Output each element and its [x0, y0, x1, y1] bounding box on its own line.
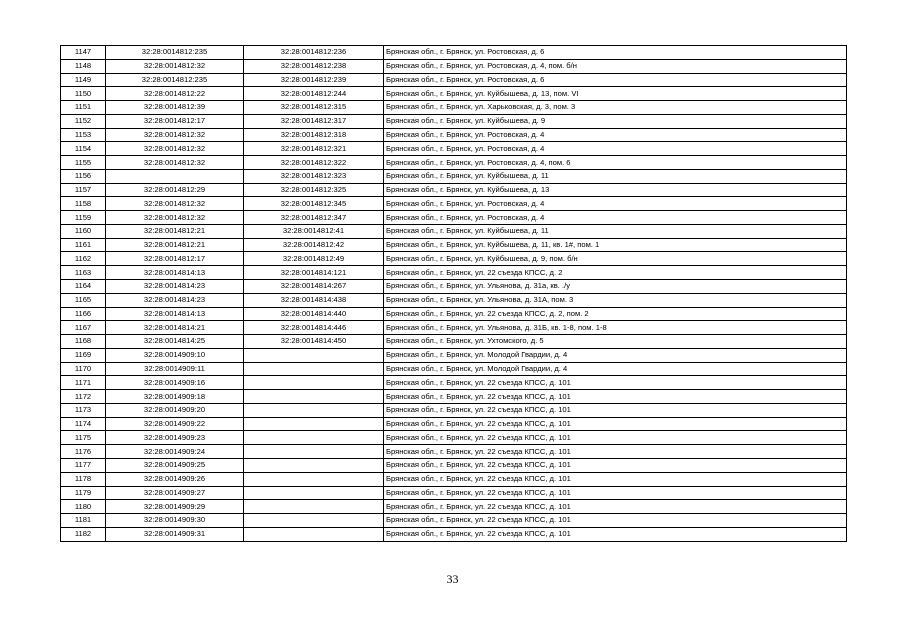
address-cell: Брянская обл., г. Брянск, ул. 22 съезда КПСС, д. 101 [384, 486, 847, 500]
table-body [61, 46, 847, 542]
object-cadastral-number-cell [244, 445, 384, 459]
row-number-cell: 1179 [61, 486, 106, 500]
row-number-cell: 1150 [61, 87, 106, 101]
table-row [61, 390, 847, 404]
table-row [61, 403, 847, 417]
cadastral-number-cell: 32:28:0014814:13 [106, 307, 244, 321]
table-row [61, 87, 847, 101]
cadastral-number-cell: 32:28:0014814:23 [106, 293, 244, 307]
address-cell: Брянская обл., г. Брянск, ул. Куйбышева, д. 13 [384, 183, 847, 197]
object-cadastral-number-cell: 32:28:0014812:41 [244, 224, 384, 238]
object-cadastral-number-cell: 32:28:0014814:446 [244, 321, 384, 335]
row-number-cell: 1170 [61, 362, 106, 376]
table-row [61, 183, 847, 197]
cadastral-number-cell: 32:28:0014812:32 [106, 197, 244, 211]
table-row [61, 266, 847, 280]
row-number-cell: 1180 [61, 500, 106, 514]
address-cell: Брянская обл., г. Брянск, ул. Куйбышева, д. 11 [384, 224, 847, 238]
row-number-cell: 1164 [61, 280, 106, 294]
row-number-cell: 1178 [61, 472, 106, 486]
address-cell: Брянская обл., г. Брянск, ул. Ростовская, д. 4, пом. 6 [384, 156, 847, 170]
table-row [61, 73, 847, 87]
object-cadastral-number-cell: 32:28:0014812:317 [244, 114, 384, 128]
object-cadastral-number-cell: 32:28:0014812:345 [244, 197, 384, 211]
table-row [61, 101, 847, 115]
table-row [61, 445, 847, 459]
address-cell: Брянская обл., г. Брянск, ул. Молодой Гвардии, д. 4 [384, 348, 847, 362]
object-cadastral-number-cell [244, 458, 384, 472]
row-number-cell: 1182 [61, 527, 106, 541]
cadastral-number-cell: 32:28:0014812:29 [106, 183, 244, 197]
object-cadastral-number-cell: 32:28:0014812:318 [244, 128, 384, 142]
address-cell: Брянская обл., г. Брянск, ул. 22 съезда КПСС, д. 101 [384, 417, 847, 431]
cadastral-number-cell: 32:28:0014812:32 [106, 128, 244, 142]
address-cell: Брянская обл., г. Брянск, ул. Ухтомского, д. 5 [384, 335, 847, 349]
address-cell: Брянская обл., г. Брянск, ул. Куйбышева, д. 13, пом. VI [384, 87, 847, 101]
object-cadastral-number-cell [244, 514, 384, 528]
row-number-cell: 1176 [61, 445, 106, 459]
object-cadastral-number-cell: 32:28:0014814:450 [244, 335, 384, 349]
address-cell: Брянская обл., г. Брянск, ул. Харьковская, д. 3, пом. 3 [384, 101, 847, 115]
cadastral-number-cell: 32:28:0014812:17 [106, 252, 244, 266]
object-cadastral-number-cell: 32:28:0014812:347 [244, 211, 384, 225]
table-row [61, 527, 847, 541]
cadastral-number-cell: 32:28:0014814:25 [106, 335, 244, 349]
address-cell: Брянская обл., г. Брянск, ул. 22 съезда КПСС, д. 2 [384, 266, 847, 280]
address-cell: Брянская обл., г. Брянск, ул. Ростовская, д. 4 [384, 211, 847, 225]
cadastral-number-cell: 32:28:0014909:27 [106, 486, 244, 500]
cadastral-number-cell: 32:28:0014909:26 [106, 472, 244, 486]
table-row [61, 224, 847, 238]
cadastral-number-cell: 32:28:0014812:39 [106, 101, 244, 115]
table-row [61, 376, 847, 390]
table-row [61, 307, 847, 321]
row-number-cell: 1172 [61, 390, 106, 404]
address-cell: Брянская обл., г. Брянск, ул. Ростовская, д. 4, пом. б/н [384, 59, 847, 73]
table-row [61, 59, 847, 73]
address-cell: Брянская обл., г. Брянск, ул. Ульянова, д. 31А, пом. 3 [384, 293, 847, 307]
object-cadastral-number-cell: 32:28:0014812:322 [244, 156, 384, 170]
address-cell: Брянская обл., г. Брянск, ул. 22 съезда КПСС, д. 101 [384, 527, 847, 541]
row-number-cell: 1156 [61, 169, 106, 183]
object-cadastral-number-cell [244, 390, 384, 404]
row-number-cell: 1148 [61, 59, 106, 73]
object-cadastral-number-cell: 32:28:0014814:121 [244, 266, 384, 280]
address-cell: Брянская обл., г. Брянск, ул. 22 съезда КПСС, д. 101 [384, 500, 847, 514]
cadastral-number-cell: 32:28:0014812:21 [106, 238, 244, 252]
table-row [61, 514, 847, 528]
row-number-cell: 1175 [61, 431, 106, 445]
row-number-cell: 1159 [61, 211, 106, 225]
object-cadastral-number-cell: 32:28:0014812:236 [244, 46, 384, 60]
cadastral-number-cell: 32:28:0014812:22 [106, 87, 244, 101]
address-cell: Брянская обл., г. Брянск, ул. Ростовская, д. 4 [384, 197, 847, 211]
object-cadastral-number-cell: 32:28:0014812:238 [244, 59, 384, 73]
row-number-cell: 1157 [61, 183, 106, 197]
object-cadastral-number-cell [244, 403, 384, 417]
address-cell: Брянская обл., г. Брянск, ул. 22 съезда КПСС, д. 101 [384, 431, 847, 445]
cadastral-number-cell: 32:28:0014909:18 [106, 390, 244, 404]
cadastral-number-cell: 32:28:0014814:13 [106, 266, 244, 280]
address-cell: Брянская обл., г. Брянск, ул. Ростовская, д. 4 [384, 128, 847, 142]
table-row [61, 348, 847, 362]
row-number-cell: 1151 [61, 101, 106, 115]
address-cell: Брянская обл., г. Брянск, ул. 22 съезда КПСС, д. 101 [384, 403, 847, 417]
address-cell: Брянская обл., г. Брянск, ул. 22 съезда КПСС, д. 101 [384, 376, 847, 390]
cadastral-number-cell: 32:28:0014909:29 [106, 500, 244, 514]
row-number-cell: 1147 [61, 46, 106, 60]
cadastral-number-cell: 32:28:0014909:20 [106, 403, 244, 417]
address-cell: Брянская обл., г. Брянск, ул. Молодой Гвардии, д. 4 [384, 362, 847, 376]
address-cell: Брянская обл., г. Брянск, ул. 22 съезда КПСС, д. 101 [384, 514, 847, 528]
table-row [61, 114, 847, 128]
object-cadastral-number-cell [244, 486, 384, 500]
row-number-cell: 1149 [61, 73, 106, 87]
table-row [61, 362, 847, 376]
page-number: 33 [446, 572, 459, 586]
address-cell: Брянская обл., г. Брянск, ул. 22 съезда КПСС, д. 101 [384, 458, 847, 472]
object-cadastral-number-cell [244, 500, 384, 514]
row-number-cell: 1181 [61, 514, 106, 528]
cadastral-number-cell: 32:28:0014812:21 [106, 224, 244, 238]
object-cadastral-number-cell: 32:28:0014812:321 [244, 142, 384, 156]
table-row [61, 500, 847, 514]
table-row [61, 280, 847, 294]
cadastral-number-cell: 32:28:0014909:16 [106, 376, 244, 390]
cadastral-number-cell: 32:28:0014909:31 [106, 527, 244, 541]
row-number-cell: 1163 [61, 266, 106, 280]
table-row [61, 46, 847, 60]
address-cell: Брянская обл., г. Брянск, ул. 22 съезда КПСС, д. 101 [384, 390, 847, 404]
table-row [61, 238, 847, 252]
table-row [61, 335, 847, 349]
table-row [61, 156, 847, 170]
cadastral-number-cell [106, 169, 244, 183]
table-row [61, 211, 847, 225]
object-cadastral-number-cell [244, 431, 384, 445]
row-number-cell: 1166 [61, 307, 106, 321]
object-cadastral-number-cell [244, 472, 384, 486]
cadastral-number-cell: 32:28:0014814:23 [106, 280, 244, 294]
table-row [61, 293, 847, 307]
cadastral-number-cell: 32:28:0014814:21 [106, 321, 244, 335]
row-number-cell: 1167 [61, 321, 106, 335]
cadastral-number-cell: 32:28:0014909:11 [106, 362, 244, 376]
address-cell: Брянская обл., г. Брянск, ул. 22 съезда КПСС, д. 101 [384, 445, 847, 459]
row-number-cell: 1169 [61, 348, 106, 362]
object-cadastral-number-cell [244, 417, 384, 431]
object-cadastral-number-cell: 32:28:0014812:315 [244, 101, 384, 115]
table-row [61, 197, 847, 211]
address-cell: Брянская обл., г. Брянск, ул. Куйбышева, д. 9 [384, 114, 847, 128]
row-number-cell: 1173 [61, 403, 106, 417]
cadastral-number-cell: 32:28:0014812:235 [106, 73, 244, 87]
table-row [61, 321, 847, 335]
cadastral-table [60, 45, 847, 542]
row-number-cell: 1171 [61, 376, 106, 390]
object-cadastral-number-cell: 32:28:0014812:239 [244, 73, 384, 87]
object-cadastral-number-cell: 32:28:0014812:42 [244, 238, 384, 252]
address-cell: Брянская обл., г. Брянск, ул. Ростовская, д. 4 [384, 142, 847, 156]
object-cadastral-number-cell: 32:28:0014812:244 [244, 87, 384, 101]
object-cadastral-number-cell: 32:28:0014814:438 [244, 293, 384, 307]
row-number-cell: 1153 [61, 128, 106, 142]
table-row [61, 252, 847, 266]
object-cadastral-number-cell: 32:28:0014814:440 [244, 307, 384, 321]
object-cadastral-number-cell: 32:28:0014812:325 [244, 183, 384, 197]
row-number-cell: 1168 [61, 335, 106, 349]
cadastral-number-cell: 32:28:0014812:32 [106, 59, 244, 73]
cadastral-number-cell: 32:28:0014812:32 [106, 156, 244, 170]
address-cell: Брянская обл., г. Брянск, ул. Ульянова, д. 31Б, кв. 1-8, пом. 1-8 [384, 321, 847, 335]
cadastral-number-cell: 32:28:0014909:22 [106, 417, 244, 431]
row-number-cell: 1161 [61, 238, 106, 252]
object-cadastral-number-cell [244, 527, 384, 541]
object-cadastral-number-cell [244, 376, 384, 390]
table-row [61, 486, 847, 500]
table-row [61, 169, 847, 183]
cadastral-number-cell: 32:28:0014909:24 [106, 445, 244, 459]
cadastral-number-cell: 32:28:0014812:17 [106, 114, 244, 128]
row-number-cell: 1152 [61, 114, 106, 128]
object-cadastral-number-cell: 32:28:0014812:49 [244, 252, 384, 266]
cadastral-number-cell: 32:28:0014812:32 [106, 211, 244, 225]
row-number-cell: 1162 [61, 252, 106, 266]
object-cadastral-number-cell: 32:28:0014814:267 [244, 280, 384, 294]
row-number-cell: 1160 [61, 224, 106, 238]
table-row [61, 458, 847, 472]
row-number-cell: 1155 [61, 156, 106, 170]
cadastral-number-cell: 32:28:0014909:10 [106, 348, 244, 362]
row-number-cell: 1177 [61, 458, 106, 472]
table-row [61, 142, 847, 156]
table-row [61, 472, 847, 486]
cadastral-number-cell: 32:28:0014812:235 [106, 46, 244, 60]
row-number-cell: 1174 [61, 417, 106, 431]
object-cadastral-number-cell [244, 348, 384, 362]
cadastral-number-cell: 32:28:0014812:32 [106, 142, 244, 156]
table-row [61, 417, 847, 431]
address-cell: Брянская обл., г. Брянск, ул. 22 съезда КПСС, д. 2, пом. 2 [384, 307, 847, 321]
table-row [61, 128, 847, 142]
address-cell: Брянская обл., г. Брянск, ул. 22 съезда КПСС, д. 101 [384, 472, 847, 486]
address-cell: Брянская обл., г. Брянск, ул. Куйбышева, д. 11 [384, 169, 847, 183]
row-number-cell: 1154 [61, 142, 106, 156]
object-cadastral-number-cell: 32:28:0014812:323 [244, 169, 384, 183]
address-cell: Брянская обл., г. Брянск, ул. Ростовская, д. 6 [384, 73, 847, 87]
address-cell: Брянская обл., г. Брянск, ул. Куйбышева, д. 11, кв. 1#, пом. 1 [384, 238, 847, 252]
address-cell: Брянская обл., г. Брянск, ул. Куйбышева, д. 9, пом. б/н [384, 252, 847, 266]
address-cell: Брянская обл., г. Брянск, ул. Ростовская, д. 6 [384, 46, 847, 60]
row-number-cell: 1165 [61, 293, 106, 307]
object-cadastral-number-cell [244, 362, 384, 376]
cadastral-number-cell: 32:28:0014909:25 [106, 458, 244, 472]
table-row [61, 431, 847, 445]
cadastral-number-cell: 32:28:0014909:30 [106, 514, 244, 528]
address-cell: Брянская обл., г. Брянск, ул. Ульянова, д. 31а, кв. ./у [384, 280, 847, 294]
cadastral-number-cell: 32:28:0014909:23 [106, 431, 244, 445]
row-number-cell: 1158 [61, 197, 106, 211]
